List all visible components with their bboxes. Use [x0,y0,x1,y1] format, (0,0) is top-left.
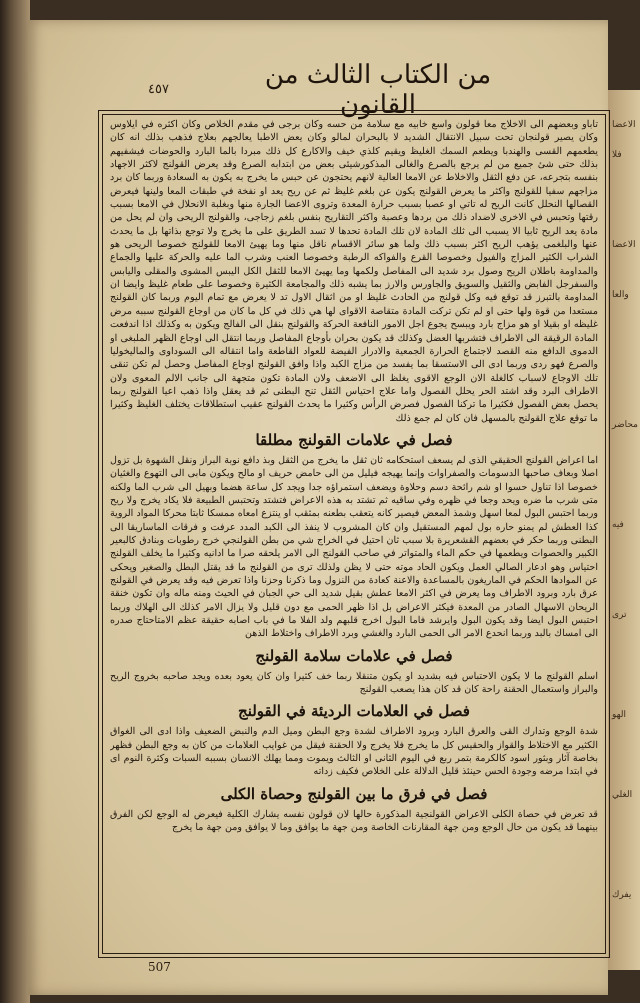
footer-page-number: 507 [148,960,171,974]
header-page-number: ٤٥٧ [148,82,169,97]
section-heading: فصل في علامات القولنج مطلقا [255,430,453,449]
section-paragraph: اسلم القولنج ما لا يكون الاحتباس فيه بشديد او يكون متنقلا ربما خف كثيرا وان كان يعود بعده ويجد صاحبه بخروج الريح والبراز واستعمال الحقنة راحة كان قد كان هذا يصعب القولنج [110,670,598,696]
book-spine [0,0,30,1003]
adjacent-page-fragment: الهو [612,710,627,720]
adjacent-page-fragment: الاعضا [612,120,636,130]
section-heading: فصل في العلامات الرديئة في القولنج [238,702,470,721]
section-paragraph: اما اعراض القولنج الحقيقي الذى لم يسعف استحكامه ثان ثقل ما يخرج من الثقل وبذ دافع نوبة البراز ونقل الشهوة بل تزول اصلا وبعاف صاحبها الدسومات والصفراوات وإنما يهيجه فيليل من الى حامض حريف او مالح ويكون مابى الى التهوع والغثيان خصوصا اذا تناول حسوا او شم رائحة دسم وحلاوة ويضعف استمراؤه جدا ويجد كل ساعة هضما وبهيل الى شرب الما ولكنه متى شرب ما ضره ويحد وجعا في ظهره وفي ساقيه ثم تشتد به هذه الاعراض فتشتد وتحتبس الطبيعة فلا يكاد يخرج ولا ريح وربما احتبس البول لمعا اسهل وشمذ المعض فيصير كانه يتعقب بطعنه بمثقب او ينتزع امعاه ممسكا ثابتا محركا المواد الروية كذا العطش لم يمنو حاره بول لمهم المستقيل وان كان المشروب لا ينفذ الى الكبد المدد عرفت و فرقات الماساريقا الى البطنى وربما حكر في بعضهم القشعريرة بلا سبب ثان احتيل في الخراج شي من بطن القولنجي خرج رطوبات وبنادق كالبعير الكبير والحصوات ويطعمها في حكم الماء والمتواتر في صاحب القولنج الى الامر يلحقه صرا ما ادانيه وكثيرا ما يخلف القولنج احتياس وهو ادعار الصالي العمل ويكون الحاد موته حتى لا يظن ولذلك ترى من القولنج ما قد يقتل البطل والصغير ويحكى عن الموادها الحكم في الماريغون بالمساعدة والاعنة كعادة من النزول وما ذكرنا وحزنا واذا تعرض فيه وقد يعرض في القولنج عرق بارد وبرود الاطراف وما يعرض في اكثر الامعا عطش بقيل شديد الى حي الجبان في الحيث ومنه ماله وان تكون خنقة الريحان الاسهال الصادر من المعدة فيكثر الاعراض بل اذا ظهر الحمى مع دون قليل ولا يزال الامر كذلك الى الهلاك وربما احتبس البول ايضا وقد يكون البول وايرشد فاما البول اخرج قلبهم ولد الفلا ما في باب اصابه حقيقة عظم الامتاحتاج صدره الى امساك بالبد وربما انحدع الامر الى الحمى البارد والغشي وبرد الاطراف واختلاط الذهن [110,454,598,640]
adjacent-page-fragment: ترى [612,610,627,620]
section-heading: فصل في علامات سلامة القولنج [255,646,453,665]
adjacent-page-fragment: فيه [612,520,624,530]
adjacent-page-fragment: الاعضا [612,240,636,250]
adjacent-page-fragment: والعا [612,290,629,300]
adjacent-page-fragment: محاضر [612,420,638,430]
adjacent-page-fragment: الغلي [612,790,633,800]
running-title: من الكتاب الثالث من القانون [264,60,492,120]
section-heading: فصل في فرق ما بين القولنج وحصاة الكلى [220,784,488,803]
section-paragraph: شدة الوجع وتدارك القى والعرق البارد وبرود الاطراف لشدة وجع البطن وميل الدم والنبض الضعيف واذا ادى الى الغواق الكثير مع الاختلاط والقواز والحقيس كل ما يخرج فلا يخرج ولا الحقنة فيقل من غوايب العلامات من كان به وجع البطن فظهر بخاصة آثار وبثور اسود كالكرمة بتمر ربع في اليوم الثانى او الثالث ويموت ومما يهلك الانسان بسببه السبات وكثرة النوم اى في ابتدا مرضه وجودة الحس حينئذ قليل الدلالة على الخلاص فكيف زداته [110,726,598,778]
text-body [110,118,598,948]
adjacent-page-fragment: فلا [612,150,622,160]
adjacent-page-fragment: يفرك [612,890,632,900]
adjacent-page-edge [606,90,640,970]
page-header [88,60,608,120]
book-page [28,20,608,995]
section-paragraph: قد تعرض في حصاة الكلى الاعراض القولنجية المذكورة حالها لان قولون نفسه يشارك الكلية فيعرض له الوجع لكن الفرق بينهما قد يكون من حال الوجع ومن جهة المقارنات الخاصة ومن جهة ما يوافق وما لا يوافق ومن جهة ما يخرج [110,808,598,834]
intro-paragraph: تاباو وبعضهم الى الاخلاج معا قولون واسع خابيه مع سلامة من حسه وكان برجى في مقدم الخلاص وكان اكثره في ايلاوس وكان يصير قولنجان تحت سبيل الانتقال الشديد لا بالبحران لمالو وكان يعض الاطبا يعالجهم بعلاج فذهب بذلك انه كان يطعمهم القسى والهندبا ويطعم السمك الغليظ ويقيم كلذي خيف والاكارع كل ذلك مبردا بالما البارد والحوضات فيشفيهم بذلك حتى شئ جميع من لم يرجع بالصرع والغالى المذكورشيئى بعض من ابتدابه الصرع وقد يعرض القولنج لاكثر الاجهاد بنفسه بتجرعه، عن دفع الثقل والاخلاط عن الامعا العالية لانهم يحتجون عن حبس ما يخرج به يكون به السعادة وربما كان برد مزاجهم سفيا للقولنج واكثر ما يعرض القولنج يكون عن بلغم غليظ ثم عن ريح يعد او نفخة في طبقات المعا ولينها فيعرض القصالها النحلل كانت الريح له تاتي او عصبا بسبب حرارة المعدة وتروى الاعضا الجارة منها وبغلبة الانحلال في الامعا بسبب رقتها وتحبس في الاخرى لاضداد ذلك من بردها وعصبة واكثر التقاريح بنفس بلغم زجاجى، والقولنج الريحى وان لم يحل من مادة يعد الريح ثابيا الا يسبب الى ثلك المادة لان تلك المادة تحدها لا تسد الطريق على ما يخرج ولا توجع بذاتها بل ما يحدث عنها والبلغمى يؤهب الريح اكثر بسبب ذلك ولما هو سائر الاقسام ناقل منها وما يهيئ الامعا للقولنج خصوصا الريحى هو الشراب الكثير المزاج والفيول وخصوصا القرع والفواكه الرطبة وخصوصا العنب وشرب الما عليه والحركة عليها والجماع والمداومة باطلان الريح وصول برد شديد الى المفاصل ولكمها وما يهيئ الامعا للثقل الكل اليبس المشوى والمقلى واليابس والسفرجل الفابض والثقيل والسويق والجاورس والارز بما يشبه ذلك والمجامعة الكثيرة وخصوصا على طعام غليظ وايضا ان المداومة بالتبرز قد توقع فيه وكل قولنج من الحادث غليظ او من اثقال الاول تد لا يعرض مع تمام اليوم وربما كان القولنج مستعدا من قوة ولها حتى او لم تكن تركت المادة متقاصة الاقواى لها هي ذلك في كل ما كان من اوجاع القولنج سببه مرض غليظه او بقيلا او هو مزاج بارد ويبسح يجوع اجل الامور النافعة الحركة والقولنج بنقل الى الفالج ويكون به وكذلك اذا اندفعت المادة الرقيقة الى الاطراف فتشربها العضل وكذلك قد يكون بحران بأوجاع المفاصل وربما انتقل الى اوجاع الظهر الملبغى او الدموى الدافع منه القصد لاجتماع الحرارة الجمعية والادرار الفيضة للعواد القاطعة واما انتقاله الى السوداوى والماليخوليا والصرع فهو ردى وربما ادى الى الاستسقا بما يفسد من مزاج الكبد واذا وافق القولنج اوجاع المفاصل وحصل لم تكن تنقى تلك الاوجاع لاسباب كالغلة الان الوجع الاقوى يغلظ الى الاضعف ولان المادة تكون متجهة الى جانب الالم المعوى ولان الاطراف البرد وقد اشتد الحر يحلل الفصول واما علاج احتياس الثقل تنح البطنى ثم قد يعقل واذا ذهب اعيا القولنج ربما يحصل بعض الفصول فكثيرا ما تركنا الفصول فصرض الرأس وكثيرا ما يحدث القولنج عقيب استطلاقات يختلف الغليظ وكثيرا ما توقع علاج القولنج بالمسهل فان كان لم جمع ذلك [110,119,598,424]
